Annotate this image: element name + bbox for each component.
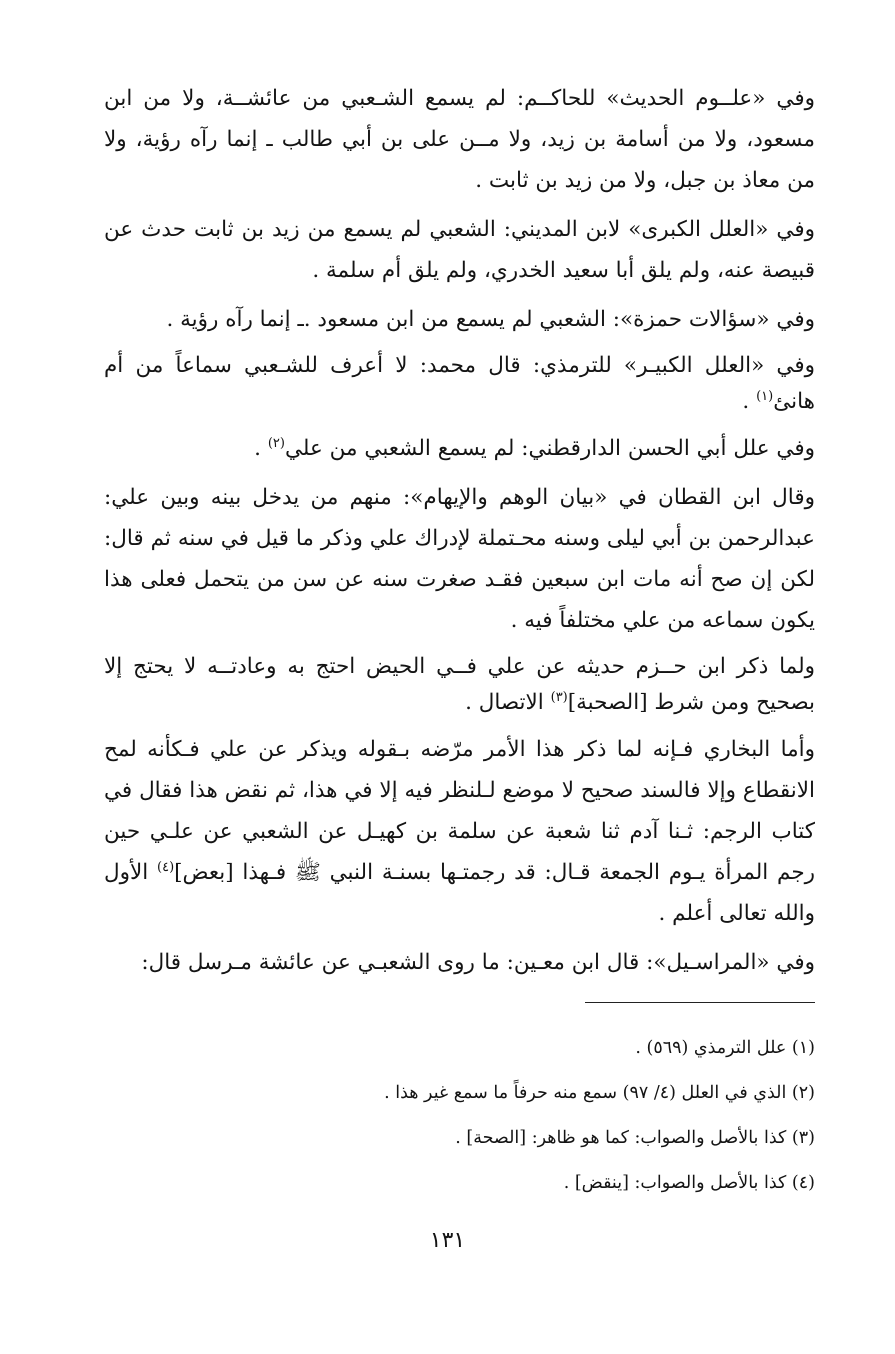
footnote-marker[interactable]: (٤) (157, 859, 175, 875)
paragraph-text: وفي «سؤالات حمزة»: الشعبي لم يسمع من ابن مسعود .ـ إنما رآه رؤية . (166, 307, 815, 332)
footnotes (115, 1026, 815, 1206)
paragraph-text: ولما ذكر ابن حــزم حديثه عن علي فــي الحيض احتج به وعادتــه لا يحتج إلا بصحيح ومن شرط [الصحبة] (104, 654, 815, 715)
footnote-1: (١) علل الترمذي (٥٦٩) . (635, 1038, 815, 1058)
paragraph-1 (104, 78, 815, 201)
paragraph-4 (104, 348, 815, 420)
paragraph-5 (104, 428, 815, 469)
paragraph-tail: . (254, 436, 268, 461)
paragraph-text: وقال ابن القطان في «بيان الوهم والإيهام»: منهم من يدخل بينه وبين علي: عبدالرحمن بن أبي ليلى وسنه محـتملة لإدراك علي وذكر ما قيل في سنه ثم قال: لكن إن صح أنه مات ابن سبعين فقـد صغرت سنه عن سن من يتحمل فعلى هذا يكون سماعه من علي مختلفاً فيه . (104, 485, 815, 633)
paragraph-tail: الأول والله تعالى أعلم . (104, 860, 815, 926)
paragraph-2 (104, 209, 815, 291)
footnote-marker[interactable]: (٣) (550, 689, 568, 705)
footnote-2: (٢) الذي في العلل (٤/ ٩٧) سمع منه حرفاً ما سمع غير هذا . (384, 1083, 815, 1103)
paragraph-text: وفي علل أبي الحسن الدارقطني: لم يسمع الشعبي من علي (284, 436, 815, 461)
footnote-divider (585, 1002, 815, 1003)
paragraph-3 (104, 299, 815, 340)
main-text (104, 78, 815, 991)
footnote-4: (٤) كذا بالأصل والصواب: [ينقض] . (563, 1173, 815, 1193)
paragraph-text: وأما البخاري فـإنه لما ذكر هذا الأمر مرّضه بـقوله ويذكر عن علي فـكأنه لمح الانقطاع وإلا فالسند صحيح لا موضع لـلنظر فيه إلا في هذا، ثم نقض هذا فقال في كتاب الرجم: ثـنا آدم ثنا شعبة عن سلمة بن كهيـل عن الشعبي عن علـي حين رجم المرأة يـوم الجمعة قـال: قد رجمتـها بسنـة النبي ﷺ فـهذا [بعض] (104, 737, 816, 885)
paragraph-7 (104, 649, 815, 721)
paragraph-9 (104, 942, 815, 983)
paragraph-text: وفي «المراسـيل»: قال ابن معـين: ما روى الشعبـي عن عائشة مـرسل قال: (141, 950, 815, 975)
paragraph-6 (104, 477, 815, 641)
paragraph-text: وفي «العلل الكبيـر» للترمذي: قال محمد: لا أعرف للشـعبي سماعاً من أم هانئ (104, 353, 815, 414)
paragraph-text: وفي «العلل الكبرى» لابن المديني: الشعبي لم يسمع من زيد بن ثابت حدث عن قبيصة عنه، ولم يلق أبا سعيد الخدري، ولم يلق أم سلمة . (104, 217, 815, 283)
paragraph-tail: الاتصال . (465, 690, 551, 715)
footnote-marker[interactable]: (٢) (267, 435, 285, 451)
footnote-3: (٣) كذا بالأصل والصواب: كما هو ظاهر: [الصحة] . (455, 1128, 815, 1148)
paragraph-text: وفي «علــوم الحديث» للحاكــم: لم يسمع الشـعبي من عائشــة، ولا من ابن مسعود، ولا من أسامة بن زيد، ولا مــن على بن أبي طالب ـ إنما رآه رؤية، ولا من معاذ بن جبل، ولا من زيد بن ثابت . (104, 86, 815, 193)
page-number: ١٣١ (429, 1228, 466, 1253)
paragraph-tail: . (742, 389, 757, 414)
paragraph-8 (104, 729, 815, 934)
footnote-marker[interactable]: (١) (756, 388, 774, 404)
